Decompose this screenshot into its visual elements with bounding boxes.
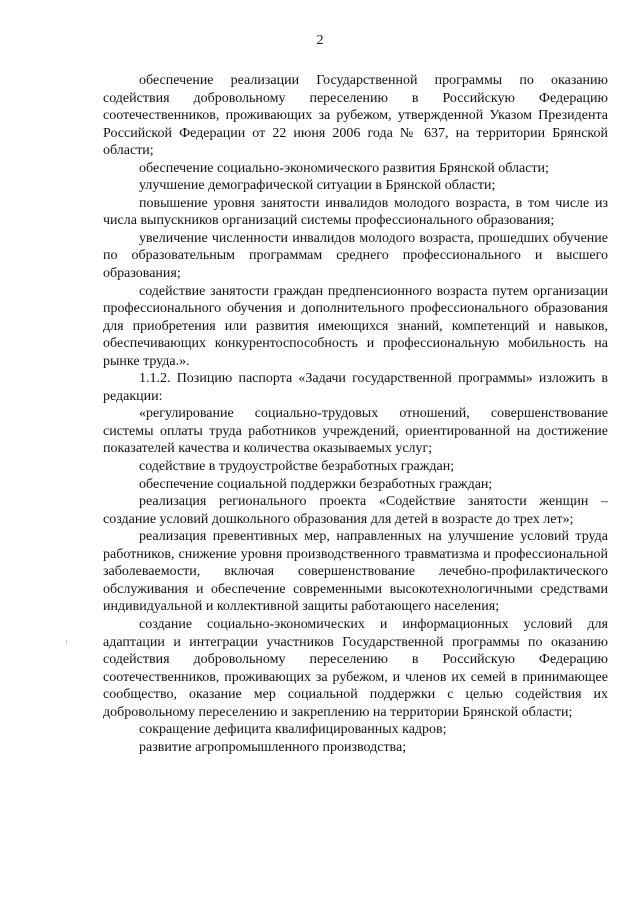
paragraph: обеспечение социально-экономического развития Брянской области; (139, 160, 549, 176)
paragraph: обеспечение реализации Государственной программы по оказанию содействия добровольному переселению в Российскую Федерацию соотечественников, проживающих за рубежом, утвержденной Указом Президента Российской Федерации от 22 июня 2006 года № 637, на территории Брянской области; (103, 73, 608, 159)
paragraph: «регулирование социально-трудовых отношений, совершенствование системы оплаты труда работников учреждений, ориентированной на достижение показателей качества и количества оказываемых услуг; (103, 406, 608, 457)
paragraph: сокращение дефицита квалифицированных кадров; (139, 722, 447, 738)
paragraph: содействие в трудоустройстве безработных граждан; (139, 459, 455, 475)
scan-mark (66, 640, 67, 645)
paragraph: улучшение демографической ситуации в Брянской области; (139, 178, 496, 194)
paragraph: реализация превентивных мер, направленных на улучшение условий труда работников, снижение уровня производственного травматизма и профессиональной заболеваемости, включая совершенствование лечебно-профилактического обслуживания и обеспечение современными высокотехнологичными средствами индивидуальной и коллективной защиты работающего населения; (103, 529, 608, 615)
paragraph: развитие агропромышленного производства; (139, 739, 407, 755)
paragraph: повышение уровня занятости инвалидов молодого возраста, в том числе из числа выпускников организаций системы профессионального образования; (103, 195, 608, 229)
document-body (103, 72, 608, 756)
page-number: 2 (316, 33, 324, 48)
paragraph: обеспечение социальной поддержки безработных граждан; (139, 476, 493, 492)
paragraph: увеличение численности инвалидов молодого возраста, прошедших обучение по образовательным программам среднего профессионального и высшего образования; (103, 230, 608, 282)
paragraph: создание социально-экономических и информационных условий для адаптации и интеграции участников Государственной программы по оказанию содействия добровольному переселению в Российскую Федерацию соотечественников, проживающих за рубежом, и членов их семей в принимающее сообщество, оказание мер социальной поддержки с целью содействия их добровольному переселению и закреплению на территории Брянской области; (103, 616, 608, 720)
paragraph: 1.1.2. Позицию паспорта «Задачи государственной программы» изложить в редакции: (103, 371, 608, 404)
paragraph: содействие занятости граждан предпенсионного возраста путем организации профессионального обучения и дополнительного профессионального образования для приобретения или развития имеющихся знаний, компетенций и навыков, обеспечивающих конкурентоспособность и профессиональную мобильность на рынке труда.». (103, 283, 608, 369)
paragraph: реализация регионального проекта «Содействие занятости женщин – создание условий дошкольного образования для детей в возрасте до трех лет»; (103, 494, 608, 527)
